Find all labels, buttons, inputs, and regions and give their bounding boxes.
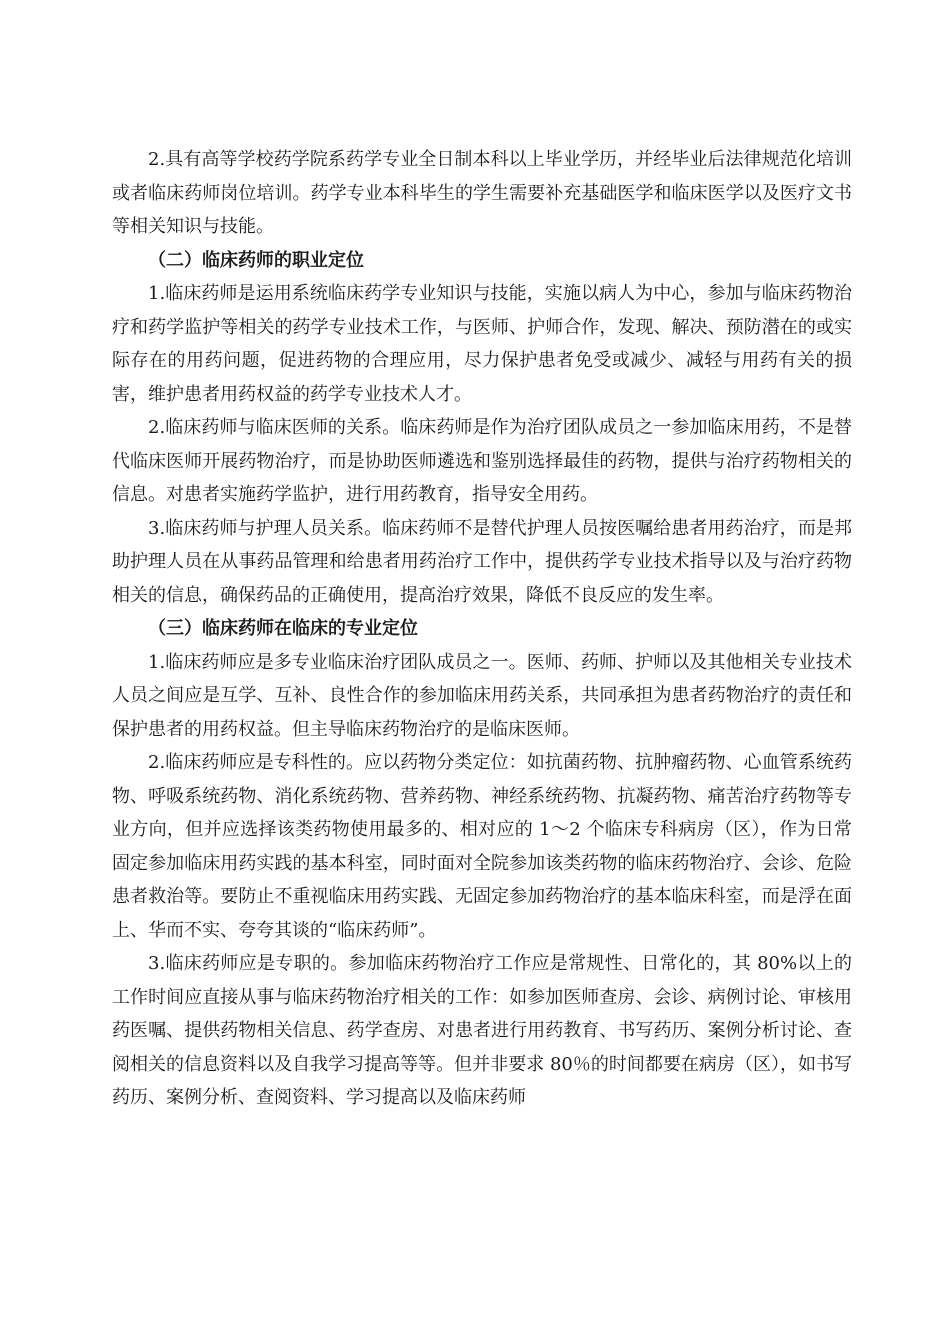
section-heading-clinical-positioning: （三）临床药师在临床的专业定位 <box>148 618 418 639</box>
paragraph-clinical-2: 2.临床药师应是专科性的。应以药物分类定位：如抗菌药物、抗肿瘤药物、心血管系统药物、呼吸系统药物、消化系统药物、营养药物、神经系统药物、抗凝药物、痛苦治疗药物等专业方向，但并应选择该类药物使用最多的、相对应的 1～2 个临床专科病房（区），作为日常固定参加临床用药实践的基本科室，同时面对全院参加该类药物的临床药物治疗、会诊、危险患者救治等。要防止不重视临床用药实践、无固定参加药物治疗的基本临床科室，而是浮在面上、华而不实、夸夸其谈的“临床药师”。 <box>112 752 852 941</box>
paragraph-clinical-3: 3.临床药师应是专职的。参加临床药物治疗工作应是常规性、日常化的，其 80%以上的工作时间应直接从事与临床药物治疗相关的工作：如参加医师查房、会诊、病例讨论、审核用药医嘱、提供药物相关信息、药学查房、对患者进行用药教育、书写药历、案例分析讨论、查阅相关的信息资料以及自我学习提高等等。但并非要求 80％的时间都要在病房（区），如书写药历、案例分析、查阅资料、学习提高以及临床药师 <box>112 953 852 1108</box>
document-body <box>112 143 852 1115</box>
paragraph-career-1: 1.临床药师是运用系统临床药学专业知识与技能，实施以病人为中心，参加与临床药物治疗和药学监护等相关的药学专业技术工作，与医师、护师合作，发现、解决、预防潜在的或实际存在的用药问题，促进药物的合理应用，尽力保护患者免受或减少、减轻与用药有关的损害，维护患者用药权益的药学专业技术人才。 <box>112 283 852 405</box>
section-heading-career-positioning: （二）临床药师的职业定位 <box>148 249 364 271</box>
paragraph-qualification-2: 2.具有高等学校药学院系药学专业全日制本科以上毕业学历，并经毕业后法律规范化培训或者临床药师岗位培训。药学专业本科毕生的学生需要补充基础医学和临床医学以及医疗文书等相关知识与技能。 <box>112 149 852 237</box>
paragraph-clinical-1: 1.临床药师应是多专业临床治疗团队成员之一。医师、药师、护师以及其他相关专业技术人员之间应是互学、互补、良性合作的参加临床用药关系，共同承担为患者药物治疗的责任和保护患者的用药权益。但主导临床药物治疗的是临床医师。 <box>112 651 852 740</box>
paragraph-career-2: 2.临床药师与临床医师的关系。临床药师是作为治疗团队成员之一参加临床用药，不是替代临床医师开展药物治疗，而是协助医师遴选和鉴别选择最佳的药物，提供与治疗药物相关的信息。对患者实施药学监护，进行用药教育，指导安全用药。 <box>112 417 852 505</box>
paragraph-career-3: 3.临床药师与护理人员关系。临床药师不是替代护理人员按医嘱给患者用药治疗，而是邦助护理人员在从事药品管理和给患者用药治疗工作中，提供药学专业技术指导以及与治疗药物相关的信息，确保药品的正确使用，提高治疗效果，降低不良反应的发生率。 <box>112 517 852 606</box>
